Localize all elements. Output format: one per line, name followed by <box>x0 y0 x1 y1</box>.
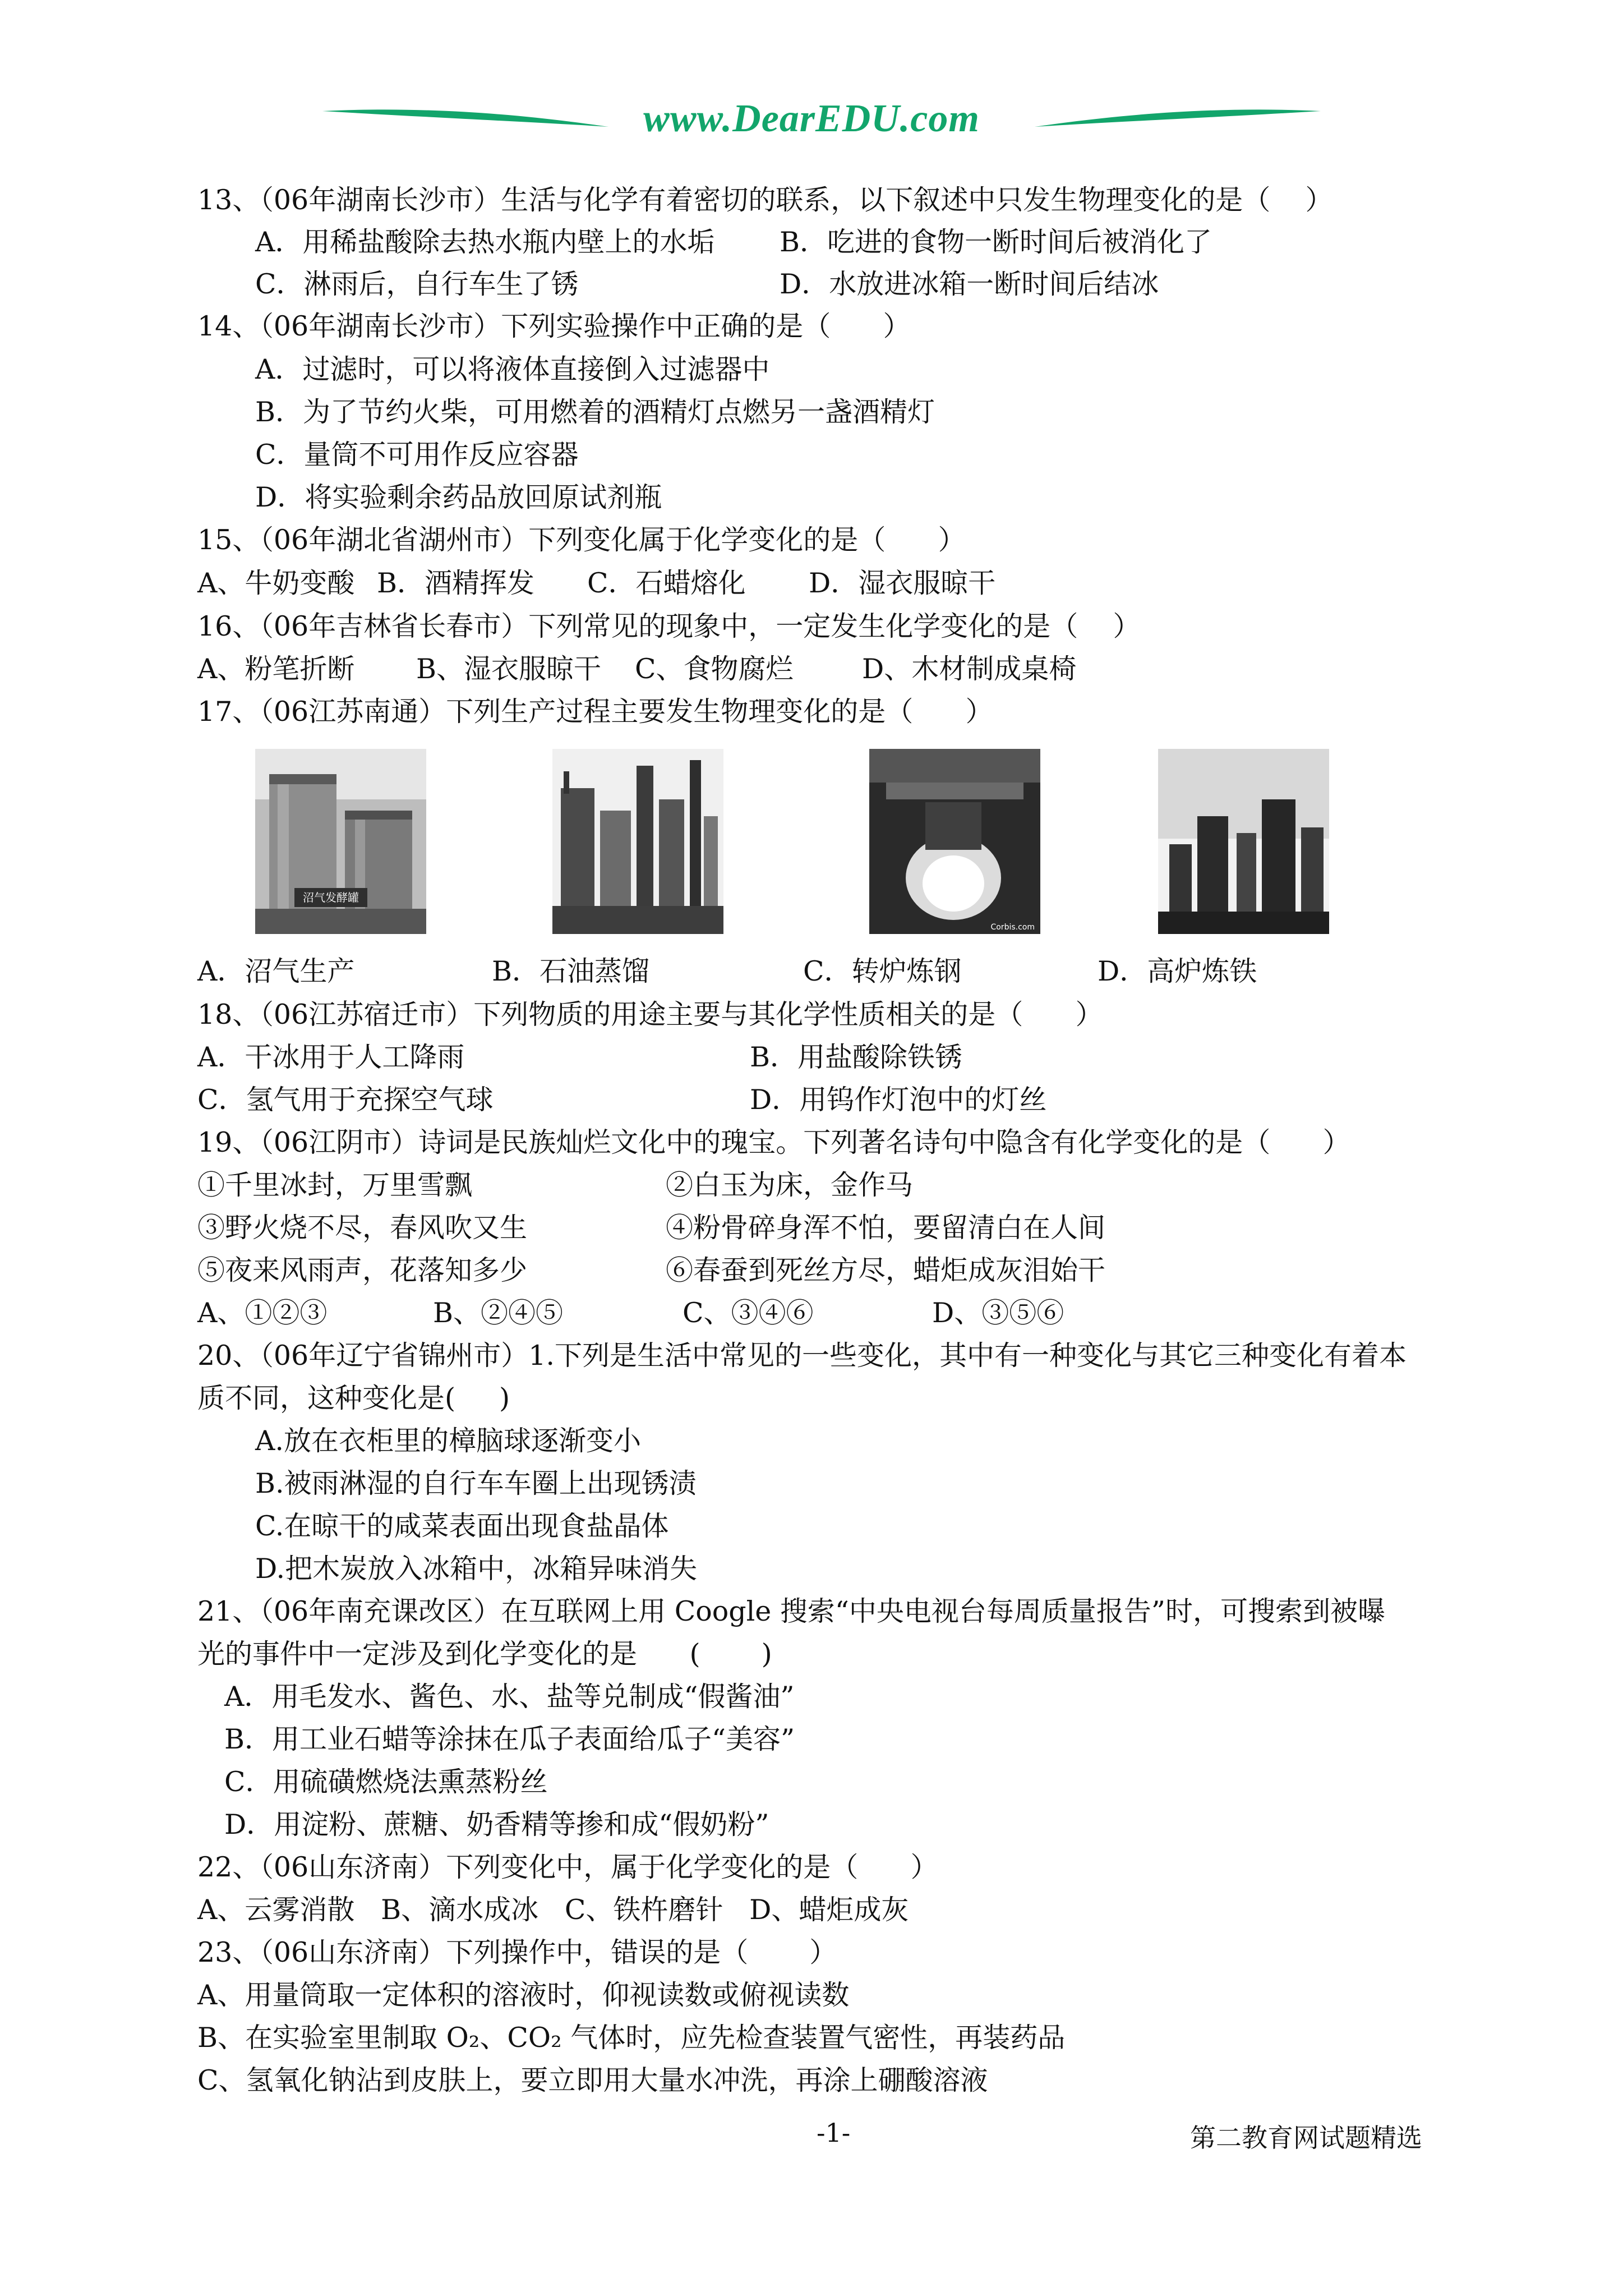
option-a: A．沼气生产 <box>197 955 355 987</box>
option-c: C、食物腐烂 <box>635 653 794 685</box>
question-21-option-a: A．用毛发水、酱色、水、盐等兑制成“假酱油” <box>224 1681 795 1713</box>
biogas-tanks-photo <box>255 749 426 934</box>
question-17-options <box>197 954 1431 990</box>
option-a: A．干冰用于人工降雨 <box>197 1041 465 1073</box>
option-a: A、牛奶变酸 <box>197 567 355 599</box>
question-16-stem: 16、（06年吉林省长春市）下列常见的现象中，一定发生化学变化的是（ ） <box>197 610 1141 642</box>
option-b: B、②④⑤ <box>433 1297 564 1329</box>
question-21-option-d: D．用淀粉、蔗糖、奶香精等掺和成“假奶粉” <box>224 1809 769 1841</box>
question-17-stem: 17、（06江苏南通）下列生产过程主要发生物理变化的是（ ） <box>197 696 993 728</box>
photo-caption-biogas: 沼气发酵罐 <box>303 891 359 904</box>
question-15-options <box>197 565 1431 601</box>
question-19-row-3: ⑤夜来风雨声，花落知多少 ⑥春蚕到死丝方尽，蜡炬成灰泪始干 <box>197 1254 1106 1286</box>
option-b: B．石油蒸馏 <box>492 955 650 987</box>
option-c: C．转炉炼钢 <box>803 955 962 987</box>
site-url: www.DearEDU.com <box>643 97 980 140</box>
option-c: C．石蜡熔化 <box>587 567 746 599</box>
option-c: C．氢气用于充探空气球 <box>197 1084 494 1116</box>
page-number: -1- <box>817 2118 851 2148</box>
question-18-stem: 18、（06江苏宿迁市）下列物质的用途主要与其化学性质相关的是（ ） <box>197 999 1103 1030</box>
question-21-stem-1: 21、（06年南充课改区）在互联网上用 Coogle 搜索“中央电视台每周质量报告”时，可搜索到被曝 <box>197 1595 1385 1627</box>
option-d: D．湿衣服晾干 <box>809 567 996 599</box>
option-d: D．水放进冰箱一断时间后结冰 <box>780 268 1159 300</box>
option-b: B．用盐酸除铁锈 <box>750 1041 963 1073</box>
question-20-stem-1: 20、（06年辽宁省锦州市）1.下列是生活中常见的一些变化，其中有一种变化与其它三种变化有着本 <box>197 1340 1407 1372</box>
question-20-option-c: C.在晾干的咸菜表面出现食盐晶体 <box>255 1510 669 1542</box>
question-13-row-1 <box>255 224 1489 260</box>
question-13-row-2 <box>255 266 1489 302</box>
converter-photo <box>869 749 1040 934</box>
question-15-stem: 15、（06年湖北省湖州市）下列变化属于化学变化的是（ ） <box>197 524 966 556</box>
question-19-stem: 19、（06江阴市）诗词是民族灿烂文化中的瑰宝。下列著名诗句中隐含有化学变化的是（ ） <box>197 1126 1350 1158</box>
blast-furnace-photo <box>1158 749 1329 934</box>
question-20-option-d: D.把木炭放入冰箱中，冰箱异味消失 <box>255 1553 698 1585</box>
option-d: D．用钨作灯泡中的灯丝 <box>750 1084 1047 1116</box>
site-header <box>0 84 1623 168</box>
option-b: B．吃进的食物一断时间后被消化了 <box>780 226 1212 258</box>
option-d: D、③⑤⑥ <box>932 1297 1064 1329</box>
question-18-row-1 <box>197 1039 1431 1075</box>
question-22-stem: 22、（06山东济南）下列变化中，属于化学变化的是（ ） <box>197 1851 938 1883</box>
option-c: C．淋雨后，自行车生了锈 <box>255 268 579 300</box>
question-14-option-b: B．为了节约火柴，可用燃着的酒精灯点燃另一盏酒精灯 <box>255 396 935 428</box>
question-20-option-a: A.放在衣柜里的樟脑球逐渐变小 <box>255 1425 641 1457</box>
question-19-row-2: ③野火烧不尽，春风吹又生 ④粉骨碎身浑不怕，要留清白在人间 <box>197 1212 1106 1244</box>
question-23-option-c: C、氢氧化钠沾到皮肤上，要立即用大量水冲洗，再涂上硼酸溶液 <box>197 2064 988 2096</box>
option-a: A、粉笔折断 <box>197 653 355 685</box>
question-14-option-a: A．过滤时，可以将液体直接倒入过滤器中 <box>255 353 770 385</box>
option-a: A．用稀盐酸除去热水瓶内壁上的水垢 <box>255 226 715 258</box>
question-23-stem: 23、（06山东济南）下列操作中，错误的是（ ） <box>197 1936 837 1968</box>
option-b: B．酒精挥发 <box>377 567 535 599</box>
question-23-option-b: B、在实验室里制取 O₂、CO₂ 气体时，应先检查装置气密性，再装药品 <box>197 2022 1066 2054</box>
question-19-options <box>197 1295 1431 1331</box>
option-d: D．高炉炼铁 <box>1098 955 1257 987</box>
question-21-option-c: C．用硫磺燃烧法熏蒸粉丝 <box>224 1766 548 1798</box>
question-20-stem-2: 质不同，这种变化是( ) <box>197 1382 510 1414</box>
question-13-stem: 13、（06年湖南长沙市）生活与化学有着密切的联系，以下叙述中只发生物理变化的是（ ） <box>197 184 1333 216</box>
question-14-stem: 14、（06年湖南长沙市）下列实验操作中正确的是（ ） <box>197 310 911 342</box>
question-21-option-b: B．用工业石蜡等涂抹在瓜子表面给瓜子“美容” <box>224 1723 795 1755</box>
question-16-options <box>197 651 1431 687</box>
option-b: B、湿衣服晾干 <box>416 653 602 685</box>
question-14-option-d: D．将实验剩余药品放回原试剂瓶 <box>255 481 662 513</box>
question-14-option-c: C．量筒不可用作反应容器 <box>255 439 579 471</box>
question-22-options: A、云雾消散 B、滴水成冰 C、铁杵磨针 D、蜡炬成灰 <box>197 1894 909 1926</box>
option-a: A、①②③ <box>197 1297 328 1329</box>
refinery-photo <box>552 749 723 934</box>
option-d: D、木材制成桌椅 <box>862 653 1077 685</box>
option-c: C、③④⑥ <box>683 1297 814 1329</box>
footer-site-name: 第二教育网试题精选 <box>1190 2123 1422 2153</box>
question-18-row-2 <box>197 1082 1431 1118</box>
question-21-stem-2: 光的事件中一定涉及到化学变化的是 ( ) <box>197 1638 772 1670</box>
photo-caption-corbis: Corbis.com <box>990 923 1035 932</box>
question-19-row-1: ①千里冰封，万里雪飘 ②白玉为床，金作马 <box>197 1169 914 1201</box>
question-20-option-b: B.被雨淋湿的自行车车圈上出现锈渍 <box>255 1467 697 1499</box>
question-23-option-a: A、用量筒取一定体积的溶液时，仰视读数或俯视读数 <box>197 1979 850 2011</box>
